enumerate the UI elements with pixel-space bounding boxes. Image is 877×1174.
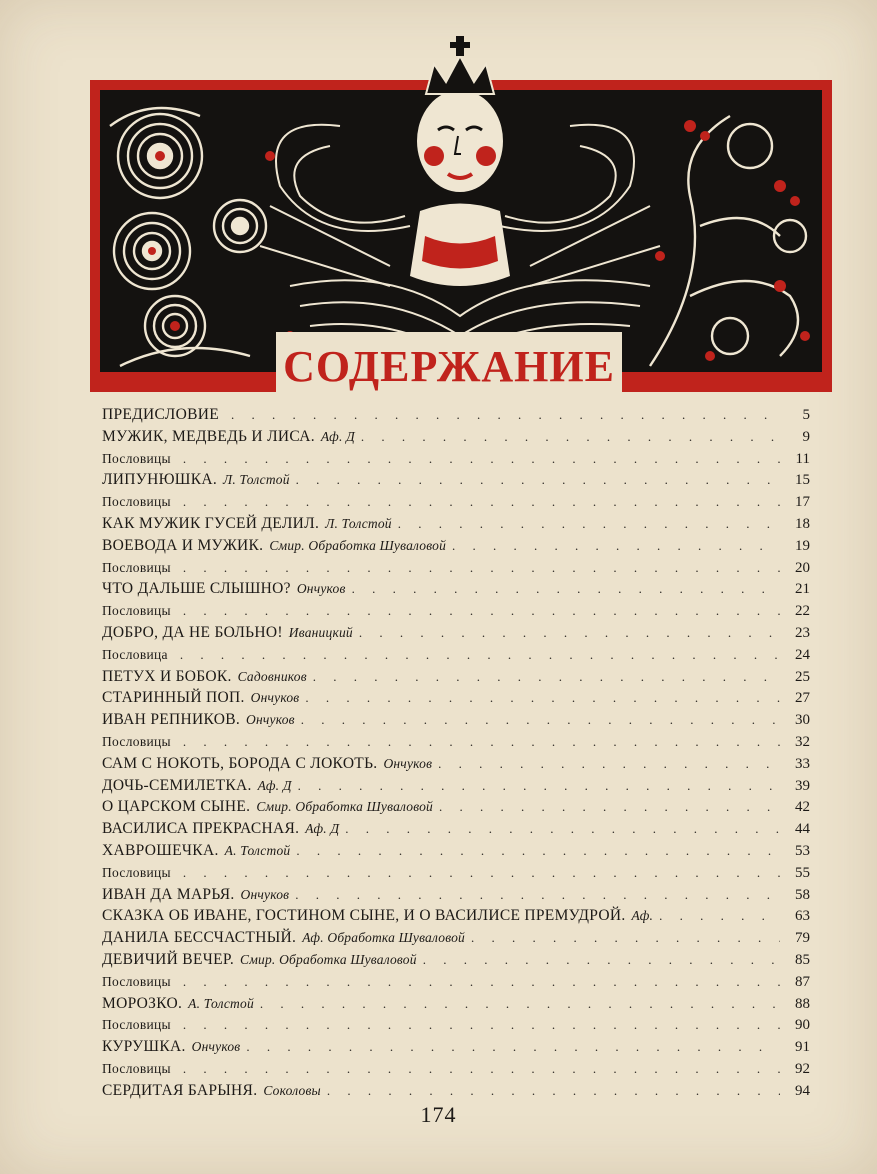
dot-leader <box>361 426 780 448</box>
toc-entry-source: Ончуков <box>240 886 290 902</box>
toc-entry <box>102 949 810 971</box>
toc-entry <box>102 927 810 949</box>
toc-entry-page: 90 <box>795 1017 810 1034</box>
toc-entry-page: 85 <box>795 951 810 968</box>
decorative-header-banner <box>90 36 832 396</box>
toc-entry-source: Аф. Д <box>320 428 355 444</box>
toc-entry <box>102 862 810 884</box>
toc-entry-page: 24 <box>795 646 810 663</box>
dot-leader <box>438 753 780 775</box>
toc-entry <box>102 426 810 448</box>
sirin-face-icon <box>416 89 504 193</box>
dot-leader <box>183 1014 780 1036</box>
toc-entry <box>102 513 810 535</box>
toc-entry-source: Ончуков <box>191 1039 241 1055</box>
toc-entry <box>102 731 810 753</box>
toc-entry-title: ЧТО ДАЛЬШЕ СЛЫШНО? <box>102 580 291 598</box>
toc-entry-title: ДЕВИЧИЙ ВЕЧЕР. <box>102 950 235 968</box>
toc-entry <box>102 687 810 709</box>
dot-leader <box>398 513 780 535</box>
toc-entry-page: 27 <box>795 690 810 707</box>
dot-leader <box>183 491 780 513</box>
toc-entry-title: КУРУШКА. <box>102 1038 186 1056</box>
dot-leader <box>313 666 780 688</box>
toc-entry-title: Пословицы <box>102 1017 171 1033</box>
dot-leader <box>231 404 780 426</box>
toc-entry-page: 30 <box>795 712 810 729</box>
toc-entry-page: 18 <box>795 515 810 532</box>
dot-leader <box>452 535 780 557</box>
dot-leader <box>471 927 780 949</box>
toc-entry-title: Пословицы <box>102 603 171 619</box>
toc-entry-title: Пословицы <box>102 450 171 466</box>
toc-entry-page: 55 <box>795 864 810 881</box>
dot-leader <box>298 775 780 797</box>
toc-entry-title: ДАНИЛА БЕССЧАСТНЫЙ. <box>102 929 297 947</box>
toc-entry-title: МУЖИК, МЕДВЕДЬ И ЛИСА. <box>102 427 315 445</box>
toc-entry-title: ДОБРО, ДА НЕ БОЛЬНО! <box>102 623 283 641</box>
toc-entry-page: 58 <box>795 886 810 903</box>
toc-entry <box>102 448 810 470</box>
toc-entry-source: Соколовы <box>263 1082 321 1098</box>
toc-entry-page: 94 <box>795 1082 810 1099</box>
toc-entry-source: Аф. Д <box>257 777 292 793</box>
toc-entry-source: Иваницкий <box>288 624 353 640</box>
toc-entry <box>102 993 810 1015</box>
toc-entry-page: 32 <box>795 733 810 750</box>
toc-entry-title: ДОЧЬ-СЕМИЛЕТКА. <box>102 776 252 794</box>
toc-entry <box>102 709 810 731</box>
toc-entry-title: ПРЕДИСЛОВИЕ <box>102 406 220 423</box>
dot-leader <box>301 709 780 731</box>
toc-entry-title: СЕРДИТАЯ БАРЫНЯ. <box>102 1081 258 1099</box>
toc-entry-page: 87 <box>795 973 810 990</box>
toc-entry <box>102 666 810 688</box>
dot-leader <box>180 644 780 666</box>
toc-entry <box>102 818 810 840</box>
table-of-contents <box>102 404 810 1102</box>
toc-entry-source: Садовников <box>237 668 307 684</box>
dot-leader <box>305 687 780 709</box>
dot-leader <box>183 1058 780 1080</box>
toc-entry-title: КАК МУЖИК ГУСЕЙ ДЕЛИЛ. <box>102 514 320 532</box>
toc-entry-source: Аф. Д <box>305 821 340 837</box>
dot-leader <box>296 469 780 491</box>
dot-leader <box>296 840 780 862</box>
sirin-bird-illustration <box>90 36 832 396</box>
toc-entry-source: А. Толстой <box>188 995 254 1011</box>
toc-entry-title: Пословицы <box>102 864 171 880</box>
toc-entry <box>102 535 810 557</box>
contents-heading: СОДЕРЖАНИЕ <box>283 342 615 391</box>
toc-entry <box>102 578 810 600</box>
toc-entry-page: 92 <box>795 1060 810 1077</box>
toc-entry-title: Пословица <box>102 646 168 662</box>
toc-entry-source: Л. Толстой <box>325 515 392 531</box>
toc-entry-page: 88 <box>795 995 810 1012</box>
toc-entry-source: Аф. Обработка Шуваловой <box>302 930 465 946</box>
toc-entry <box>102 600 810 622</box>
toc-entry-page: 44 <box>795 821 810 838</box>
toc-entry-title: Пословицы <box>102 1060 171 1076</box>
toc-entry-page: 5 <box>802 407 810 423</box>
toc-entry <box>102 1058 810 1080</box>
page-number: 174 <box>420 1102 457 1127</box>
dot-leader <box>345 818 780 840</box>
toc-entry-page: 42 <box>795 799 810 816</box>
toc-entry-page: 20 <box>795 559 810 576</box>
dot-leader <box>359 622 780 644</box>
toc-entry-page: 33 <box>795 755 810 772</box>
toc-entry <box>102 622 810 644</box>
toc-entry-title: ИВАН ДА МАРЬЯ. <box>102 885 235 903</box>
dot-leader <box>327 1080 780 1102</box>
toc-entry-page: 21 <box>795 581 810 598</box>
toc-entry <box>102 884 810 906</box>
dot-leader <box>183 448 780 470</box>
dot-leader <box>246 1036 780 1058</box>
toc-entry <box>102 469 810 491</box>
dot-leader <box>183 971 780 993</box>
toc-entry <box>102 491 810 513</box>
dot-leader <box>423 949 780 971</box>
toc-entry <box>102 404 810 426</box>
toc-entry-page: 19 <box>795 537 810 554</box>
toc-entry-page: 25 <box>795 668 810 685</box>
toc-entry <box>102 753 810 775</box>
toc-entry-title: О ЦАРСКОМ СЫНЕ. <box>102 798 251 816</box>
toc-entry-title: ХАВРОШЕЧКА. <box>102 841 219 859</box>
toc-entry-source: Аф. <box>631 908 654 924</box>
toc-entry-source: Смир. Обработка Шуваловой <box>256 799 434 815</box>
toc-entry-page: 11 <box>795 450 810 467</box>
toc-entry-source: А. Толстой <box>224 842 291 858</box>
toc-entry-title: ЛИПУНЮШКА. <box>102 471 218 489</box>
toc-entry-page: 79 <box>795 930 810 947</box>
dot-leader <box>183 600 780 622</box>
toc-entry-page: 17 <box>795 494 810 511</box>
toc-entry-page: 23 <box>795 624 810 641</box>
dot-leader <box>183 731 780 753</box>
toc-entry <box>102 1080 810 1102</box>
toc-entry-title: ВАСИЛИСА ПРЕКРАСНАЯ. <box>102 820 300 838</box>
toc-entry-page: 22 <box>795 603 810 620</box>
toc-entry <box>102 557 810 579</box>
toc-entry-page: 39 <box>795 777 810 794</box>
dot-leader <box>260 993 780 1015</box>
dot-leader <box>659 905 780 927</box>
toc-entry-title: ПЕТУХ И БОБОК. <box>102 667 232 685</box>
toc-entry-source: Ончуков <box>383 755 433 771</box>
toc-entry-source: Л. Толстой <box>223 472 290 488</box>
toc-entry <box>102 644 810 666</box>
dot-leader <box>183 557 780 579</box>
toc-entry-title: Пословицы <box>102 973 171 989</box>
toc-entry-title: САМ С НОКОТЬ, БОРОДА С ЛОКОТЬ. <box>102 754 378 772</box>
toc-entry-source: Ончуков <box>250 690 300 706</box>
toc-entry-page: 91 <box>795 1039 810 1056</box>
toc-entry-title: СКАЗКА ОБ ИВАНЕ, ГОСТИНОМ СЫНЕ, И О ВАСИЛИСЕ ПРЕМУДРОЙ. <box>102 907 626 925</box>
toc-entry <box>102 840 810 862</box>
toc-entry-page: 15 <box>795 472 810 489</box>
toc-entry-title: ИВАН РЕПНИКОВ. <box>102 711 241 729</box>
toc-entry <box>102 905 810 927</box>
dot-leader <box>183 862 780 884</box>
toc-entry-page: 63 <box>795 908 810 925</box>
toc-entry-title: Пословицы <box>102 559 171 575</box>
toc-entry <box>102 796 810 818</box>
crown-icon <box>426 36 494 94</box>
toc-entry-title: Пословицы <box>102 494 171 510</box>
toc-entry <box>102 1014 810 1036</box>
dot-leader <box>295 884 780 906</box>
toc-entry <box>102 1036 810 1058</box>
dot-leader <box>352 578 780 600</box>
toc-entry-source: Смир. Обработка Шуваловой <box>269 537 447 553</box>
toc-entry-title: ВОЕВОДА И МУЖИК. <box>102 536 264 554</box>
toc-entry-title: Пословицы <box>102 733 171 749</box>
toc-entry-page: 53 <box>795 842 810 859</box>
toc-entry <box>102 775 810 797</box>
dot-leader <box>439 796 780 818</box>
toc-entry-title: МОРОЗКО. <box>102 994 183 1012</box>
toc-entry-source: Ончуков <box>246 712 295 728</box>
toc-entry-source: Смир. Обработка Шуваловой <box>240 951 417 967</box>
toc-entry-source: Ончуков <box>296 581 346 597</box>
toc-entry-page: 9 <box>802 428 810 445</box>
toc-entry <box>102 971 810 993</box>
toc-entry-title: СТАРИННЫЙ ПОП. <box>102 689 245 707</box>
